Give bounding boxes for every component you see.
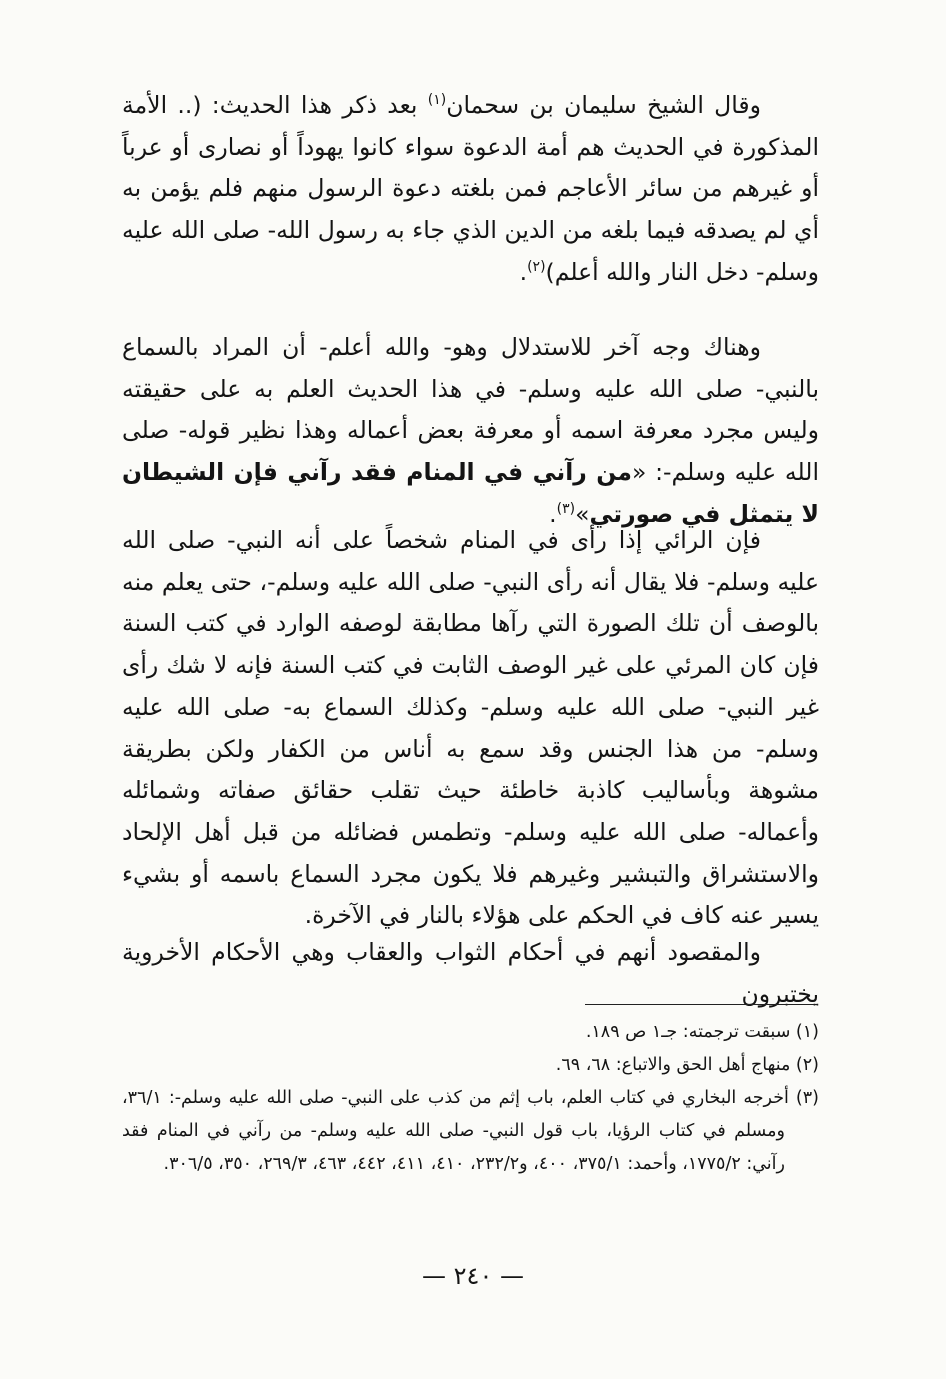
paragraph-1-end: . [519, 257, 528, 286]
footnotes [122, 1016, 819, 1181]
hadith-quote: من رآني في المنام فقد رآني فإن الشيطان لا يتمثل في صورتي [122, 458, 819, 528]
footnote-ref-2: (٢) [527, 258, 546, 275]
quote-close: » [575, 499, 590, 528]
paragraph-3 [122, 520, 819, 937]
paragraph-2-end: . [549, 499, 557, 528]
paragraph-2-text: وهناك وجه آخر للاستدلال وهو- والله أعلم- أن المراد بالسماع بالنبي- صلى الله عليه وسلم- في هذا الحديث العلم به على حقيقته وليس مجرد معرفة اسمه أو معرفة بعض أعماله وهذا نظير قوله- صلى الله عليه وسلم-: « [122, 333, 819, 487]
footnote-ref-3: (٣) [556, 500, 576, 517]
paragraph-4 [122, 932, 819, 1015]
footnote-divider [585, 1004, 818, 1005]
paragraph-1-text: وقال الشيخ سليمان بن سحمان [446, 91, 761, 119]
paragraph-2 [122, 327, 819, 536]
paragraph-3-text: فإن الرائي إذا رأى في المنام شخصاً على أنه النبي- صلى الله عليه وسلم- فلا يقال أنه رأى النبي- صلى الله عليه وسلم-، حتى يعلم منه بالوصف أن تلك الصورة التي رآها مطابقة لوصفه الوارد في كتب السنة فإن كان المرئي على غير الوصف الثابت في كتب السنة فإنه لا شك رأى غير النبي- صلى الله عليه وسلم- وكذلك السماع به- صلى الله عليه وسلم- من هذا الجنس وقد سمع به أناس من الكفار ولكن بطريقة مشوهة وبأساليب كاذبة خاطئة حيث تقلب حقائق صفاته وشمائله وأعماله- صلى الله عليه وسلم- وتطمس فضائله من قبل أهل الإلحاد والاستشراق والتبشير وغيرهم فلا يكون مجرد السماع باسمه أو بشيء يسير عنه كاف في الحكم على هؤلاء بالنار في الآخرة. [122, 526, 819, 930]
footnote-1: (١) سبقت ترجمته: جـ١ ص ١٨٩. [585, 1022, 819, 1042]
paragraph-1 [122, 85, 819, 294]
page-number: — ٢٤٠ — [422, 1262, 524, 1290]
footnote-2: (٢) منهاج أهل الحق والاتباع: ٦٨، ٦٩. [555, 1055, 819, 1075]
footnote-3: (٣) أخرجه البخاري في كتاب العلم، باب إثم من كذب على النبي- صلى الله عليه وسلم-: ٣٦/١، ومسلم في كتاب الرؤيا، باب قول النبي- صلى الله عليه وسلم- من رآني في المنام فقد رآني: ١٧٧٥/٢، وأحمد: ٣٧٥/١، ٤٠٠، و٢٣٢/٢، ٤١٠، ٤١١، ٤٤٢، ٤٦٣، ٢٦٩/٣، ٣٥٠، ٣٠٦/٥. [122, 1088, 819, 1174]
paragraph-4-text: والمقصود أنهم في أحكام الثواب والعقاب وهي الأحكام الأخروية يختبرون [122, 938, 819, 1008]
footnote-ref-1: (١) [427, 92, 447, 109]
paragraph-1-rest: بعد ذكر هذا الحديث: (.. الأمة المذكورة في الحديث هم أمة الدعوة سواء كانوا يهوداً أو نصارى أو عرباً أو غيرهم من سائر الأعاجم فمن بلغته دعوة الرسول منهم فلم يؤمن به أي لم يصدقه فيما بلغه من الدين الذي جاء به رسول الله- صلى الله عليه وسلم- دخل النار والله أعلم) [122, 91, 819, 286]
